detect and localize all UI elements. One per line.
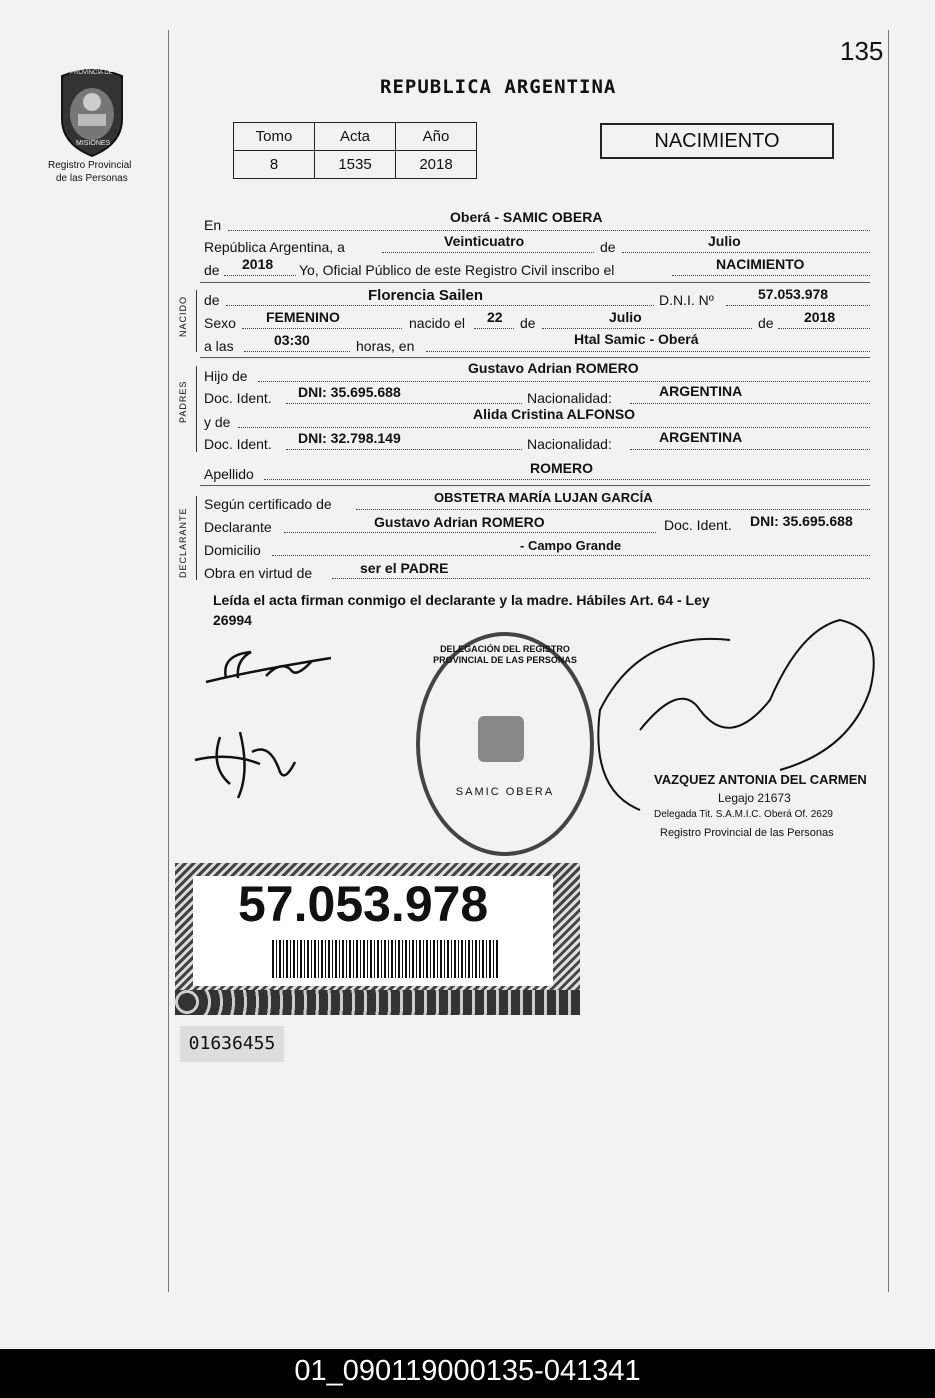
de-label-bm: de bbox=[520, 315, 536, 331]
dni-dots bbox=[726, 305, 870, 306]
mother-dots bbox=[238, 427, 870, 428]
dni-label: D.N.I. Nº bbox=[659, 292, 714, 308]
de-label-by: de bbox=[758, 315, 774, 331]
father-nat-dots bbox=[630, 403, 870, 404]
yde-label: y de bbox=[204, 414, 231, 430]
birth-month: Julio bbox=[609, 309, 642, 325]
domicilio-dots bbox=[272, 555, 870, 556]
republica-label: República Argentina, a bbox=[204, 239, 345, 255]
sexo-value: FEMENINO bbox=[266, 309, 340, 325]
birth-day-dots bbox=[474, 328, 514, 329]
alas-label: a las bbox=[204, 338, 234, 354]
declarante-dots bbox=[284, 532, 656, 533]
stamp-inner-text: SAMIC OBERA bbox=[455, 786, 555, 798]
de-label-year: de bbox=[204, 262, 220, 278]
de-label: de bbox=[600, 239, 616, 255]
stamp-outer-text: DELEGACIÓN DEL REGISTRO PROVINCIAL DE LAS PERSONAS bbox=[433, 644, 577, 665]
en-value: Oberá - SAMIC OBERA bbox=[450, 209, 603, 225]
record-header: Acta bbox=[315, 123, 396, 151]
record-value: 8 bbox=[234, 151, 315, 179]
father-doc: DNI: 35.695.688 bbox=[298, 384, 401, 400]
sticker-number: 57.053.978 bbox=[238, 876, 489, 932]
serial-number: 01636455 bbox=[180, 1026, 284, 1062]
mother-signature bbox=[190, 722, 310, 802]
left-margin-line bbox=[168, 30, 169, 1292]
declarante-side-label: DECLARANTE bbox=[178, 507, 188, 578]
sexo-label: Sexo bbox=[204, 315, 236, 331]
official-stamp bbox=[416, 632, 594, 856]
nacido-el-label: nacido el bbox=[409, 315, 466, 331]
country-title: REPUBLICA ARGENTINA bbox=[380, 76, 617, 98]
segun-value: OBSTETRA MARÍA LUJAN GARCÍA bbox=[434, 490, 653, 505]
record-header: Tomo bbox=[234, 123, 315, 151]
record-table bbox=[233, 122, 477, 179]
en-label: En bbox=[204, 217, 222, 233]
father-name: Gustavo Adrian ROMERO bbox=[468, 360, 639, 376]
padres-bracket bbox=[196, 366, 197, 452]
coat-of-arms-logo bbox=[52, 64, 132, 160]
birth-day: 22 bbox=[487, 309, 503, 325]
year-value: 2018 bbox=[242, 256, 274, 272]
registry-name-line2: de las Personas bbox=[56, 173, 128, 184]
domicilio-value: - Campo Grande bbox=[520, 538, 622, 553]
section-divider bbox=[200, 357, 870, 358]
time-dots bbox=[244, 351, 350, 352]
segun-label: Según certificado de bbox=[204, 496, 332, 512]
horas-label: horas, en bbox=[356, 338, 415, 354]
act-value: NACIMIENTO bbox=[716, 256, 805, 272]
year-dots bbox=[224, 275, 296, 276]
footer-code: 01_090119000135-041341 bbox=[0, 1349, 935, 1398]
page-number: 135 bbox=[840, 36, 884, 66]
obra-value: ser el PADRE bbox=[360, 560, 449, 576]
de-label-name: de bbox=[204, 292, 220, 308]
section-divider bbox=[200, 485, 870, 486]
apellido-value: ROMERO bbox=[530, 460, 593, 476]
en-dots bbox=[228, 230, 870, 231]
seal-top-text: PROVINCIA DE bbox=[70, 70, 113, 76]
month-dots bbox=[622, 252, 870, 253]
doc-label: Doc. Ident. bbox=[204, 436, 272, 452]
padres-side-label: PADRES bbox=[178, 380, 188, 423]
seal-bottom-text: MISIONES bbox=[76, 140, 111, 147]
barcode bbox=[272, 940, 500, 978]
right-margin-line bbox=[888, 30, 889, 1292]
official-org: Registro Provincial de las Personas bbox=[660, 827, 834, 839]
nac-label: Nacionalidad: bbox=[527, 390, 612, 406]
declarante-bracket bbox=[196, 496, 197, 580]
day-value: Veinticuatro bbox=[444, 233, 525, 249]
record-value: 2018 bbox=[396, 151, 477, 179]
official-legajo: Legajo 21673 bbox=[718, 791, 791, 805]
closing-line-2: 26994 bbox=[213, 612, 252, 628]
birth-year: 2018 bbox=[804, 309, 836, 325]
apellido-dots bbox=[264, 479, 870, 480]
apellido-label: Apellido bbox=[204, 466, 254, 482]
act-dots bbox=[672, 275, 870, 276]
name-dots bbox=[226, 305, 654, 306]
doc-label: Doc. Ident. bbox=[664, 517, 732, 533]
father-dots bbox=[258, 381, 870, 382]
declarante-name: Gustavo Adrian ROMERO bbox=[374, 514, 545, 530]
child-name: Florencia Sailen bbox=[368, 287, 484, 304]
record-type-box: NACIMIENTO bbox=[600, 123, 834, 159]
section-divider bbox=[200, 282, 870, 283]
hijo-label: Hijo de bbox=[204, 368, 248, 384]
mother-doc: DNI: 32.798.149 bbox=[298, 430, 401, 446]
birth-year-dots bbox=[778, 328, 870, 329]
father-doc-dots bbox=[286, 403, 522, 404]
closing-line-1: Leída el acta firman conmigo el declarante y la madre. Hábiles Art. 64 - Ley bbox=[213, 592, 710, 608]
mother-nat-dots bbox=[630, 449, 870, 450]
official-name: VAZQUEZ ANTONIA DEL CARMEN bbox=[654, 772, 867, 787]
obra-dots bbox=[332, 578, 870, 579]
nacido-bracket bbox=[196, 290, 197, 352]
record-header: Año bbox=[396, 123, 477, 151]
oficial-text: Yo, Oficial Público de este Registro Civil inscribo el bbox=[299, 262, 615, 278]
birth-month-dots bbox=[542, 328, 752, 329]
mother-name: Alida Cristina ALFONSO bbox=[473, 406, 636, 422]
declarante-doc: DNI: 35.695.688 bbox=[750, 513, 853, 529]
nac-label: Nacionalidad: bbox=[527, 436, 612, 452]
obra-label: Obra en virtud de bbox=[204, 565, 313, 581]
sexo-dots bbox=[242, 328, 402, 329]
stamp-emblem bbox=[478, 716, 524, 762]
place-dots bbox=[426, 351, 870, 352]
birth-place: Htal Samic - Oberá bbox=[574, 331, 699, 347]
dni-value: 57.053.978 bbox=[758, 286, 829, 302]
father-nationality: ARGENTINA bbox=[659, 383, 743, 399]
nacido-side-label: NACIDO bbox=[178, 295, 188, 337]
month-value: Julio bbox=[708, 233, 741, 249]
day-dots bbox=[382, 252, 594, 253]
registry-name-line1: Registro Provincial bbox=[48, 160, 132, 171]
declarant-signature bbox=[196, 640, 346, 700]
birth-time: 03:30 bbox=[274, 332, 310, 348]
mother-doc-dots bbox=[286, 449, 522, 450]
mother-nationality: ARGENTINA bbox=[659, 429, 743, 445]
declarante-label: Declarante bbox=[204, 519, 272, 535]
sticker-bottom-strip bbox=[175, 990, 580, 1015]
record-value: 1535 bbox=[315, 151, 396, 179]
doc-label: Doc. Ident. bbox=[204, 390, 272, 406]
official-role: Delegada Tit. S.A.M.I.C. Oberá Of. 2629 bbox=[654, 809, 833, 820]
domicilio-label: Domicilio bbox=[204, 542, 261, 558]
segun-dots bbox=[356, 509, 870, 510]
